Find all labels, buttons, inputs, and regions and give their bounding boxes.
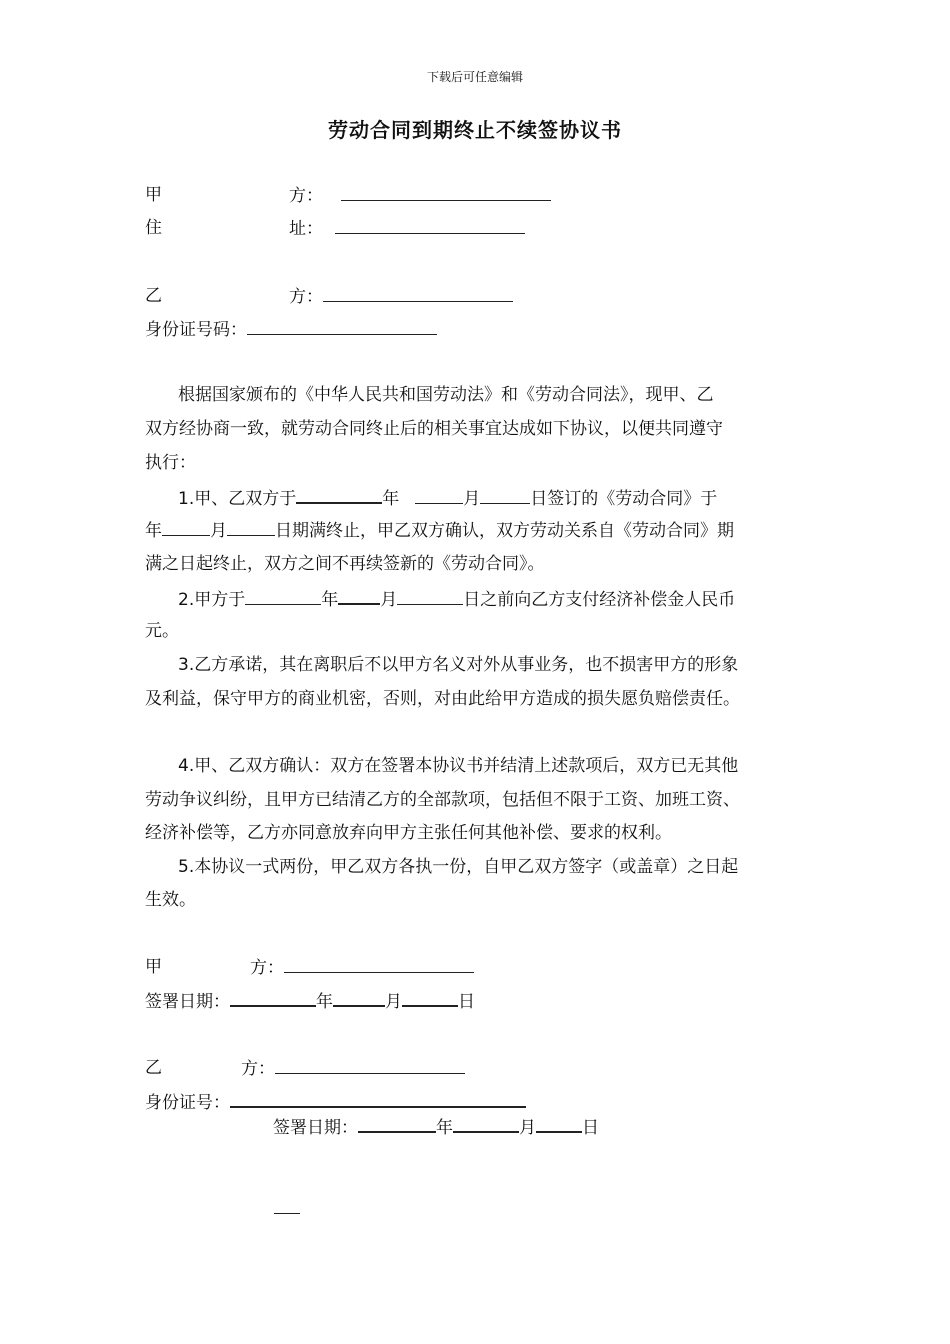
party-b-field: [289, 285, 513, 308]
sign-party-b-date: [273, 1115, 599, 1139]
sign-party-b-blank[interactable]: [275, 1057, 465, 1074]
party-b-id-field: [145, 318, 437, 341]
sign-b-id-blank[interactable]: [230, 1090, 526, 1108]
sign-party-b-field: [241, 1057, 465, 1080]
clause-1-month: 月: [463, 489, 481, 509]
clause-1-line-2: [145, 519, 734, 542]
clause-1-day-blank[interactable]: [480, 487, 530, 504]
clause-1-year: 年: [382, 489, 400, 509]
clause-1-l2-month-blank[interactable]: [162, 519, 210, 536]
party-b-blank[interactable]: [323, 285, 513, 302]
clause-1-year-blank[interactable]: [296, 486, 382, 504]
sign-a-day: 日: [458, 992, 475, 1012]
sign-b-day-blank[interactable]: [536, 1115, 582, 1133]
party-a-address-blank[interactable]: [335, 217, 525, 234]
sign-b-month: 月: [519, 1118, 536, 1138]
sign-b-date-label: 签署日期：: [273, 1118, 358, 1138]
clause-1-l2-rest: 日期满终止，甲乙双方确认，双方劳动关系自《劳动合同》期: [275, 521, 734, 541]
party-a-label-char: 甲: [145, 185, 162, 205]
sign-party-b-id: [145, 1090, 526, 1114]
clause-4-line-1: 4.甲、乙双方确认：双方在签署本协议书并结清上述款项后，双方已无其他: [178, 756, 739, 776]
intro-line-2: 双方经协商一致，就劳动合同终止后的相关事宜达成如下协议，以便共同遵守: [145, 419, 723, 439]
party-a-label-suffix: 方：: [289, 186, 323, 206]
clause-2-year: 年: [321, 590, 339, 610]
sign-a-year-blank[interactable]: [230, 989, 316, 1007]
clause-3-line-2: 及利益，保守甲方的商业机密，否则，对由此给甲方造成的损失愿负赔偿责任。: [145, 689, 740, 709]
sign-b-year-blank[interactable]: [358, 1115, 436, 1133]
header-note: 下载后可任意编辑: [426, 70, 523, 84]
sign-party-a-char: 甲: [145, 957, 162, 977]
sign-party-a-blank[interactable]: [284, 956, 474, 973]
clause-2-day-blank[interactable]: [397, 588, 463, 605]
clause-1-month-blank[interactable]: [415, 487, 463, 504]
clause-1-l2-day-blank[interactable]: [227, 519, 275, 536]
sign-b-id-label: 身份证号：: [145, 1093, 230, 1113]
sign-party-a-suffix: 方：: [250, 958, 284, 978]
party-a-field: [289, 184, 551, 207]
party-b-label-suffix: 方：: [289, 287, 323, 307]
clause-2-line-2: 元。: [145, 621, 179, 641]
clause-1-line-1: [178, 486, 717, 510]
sign-party-b-suffix: 方：: [241, 1059, 275, 1079]
party-a-blank[interactable]: [341, 184, 551, 201]
sign-a-month-blank[interactable]: [333, 989, 385, 1007]
sign-a-date-label: 签署日期：: [145, 992, 230, 1012]
sign-b-year: 年: [436, 1118, 453, 1138]
party-a-address-field: [289, 217, 525, 240]
document-title: 劳动合同到期终止不续签协议书: [328, 118, 622, 142]
party-b-id-blank[interactable]: [247, 318, 437, 335]
clause-2-year-blank[interactable]: [245, 588, 321, 605]
party-b-id-label: 身份证号码：: [145, 320, 247, 340]
clause-2-line-1: [178, 587, 735, 611]
clause-2-rest: 日之前向乙方支付经济补偿金人民币: [463, 590, 736, 610]
sign-party-b-char: 乙: [145, 1058, 162, 1078]
party-b-label-char: 乙: [145, 286, 162, 306]
clause-3-line-1: 3.乙方承诺，其在离职后不以甲方名义对外从事业务，也不损害甲方的形象: [178, 655, 739, 675]
clause-5-line-2: 生效。: [145, 890, 196, 910]
sign-a-month: 月: [385, 992, 402, 1012]
sign-a-year: 年: [316, 992, 333, 1012]
sign-party-a-date: [145, 989, 475, 1013]
party-a-address-suffix: 址：: [289, 219, 323, 239]
clause-2-start: 2.甲方于: [178, 590, 246, 610]
clause-1-l2-year: 年: [145, 521, 162, 541]
intro-line-1: 根据国家颁布的《中华人民共和国劳动法》和《劳动合同法》，现甲、乙: [178, 385, 714, 405]
sign-a-day-blank[interactable]: [402, 989, 458, 1007]
sign-b-month-blank[interactable]: [453, 1115, 519, 1133]
intro-line-3: 执行：: [145, 453, 196, 473]
trailing-underline: [274, 1212, 300, 1214]
clause-2-month: 月: [380, 590, 398, 610]
clause-1-line-3: 满之日起终止，双方之间不再续签新的《劳动合同》。: [145, 554, 545, 574]
clause-5-line-1: 5.本协议一式两份，甲乙双方各执一份，自甲乙双方签字（或盖章）之日起: [178, 857, 739, 877]
clause-1-l2-month: 月: [210, 521, 227, 541]
clause-2-month-blank[interactable]: [338, 587, 380, 605]
sign-b-day: 日: [582, 1118, 599, 1138]
party-a-address-char: 住: [145, 218, 162, 238]
clause-1-signed: 日签订的《劳动合同》于: [530, 489, 718, 509]
sign-party-a-field: [250, 956, 474, 979]
clause-1-start: 1.甲、乙双方于: [178, 489, 297, 509]
clause-4-line-2: 劳动争议纠纷，且甲方已结清乙方的全部款项，包括但不限于工资、加班工资、: [145, 790, 740, 810]
clause-4-line-3: 经济补偿等，乙方亦同意放弃向甲方主张任何其他补偿、要求的权利。: [145, 823, 672, 843]
